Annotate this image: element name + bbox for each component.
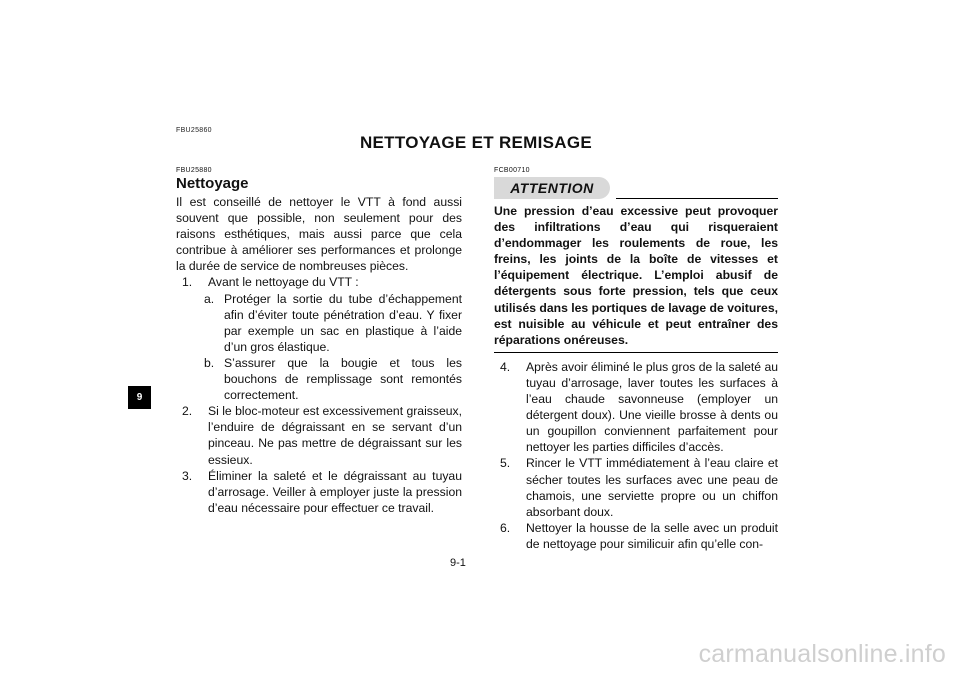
section-code: FBU25880 [176, 167, 212, 174]
list-number: 2. [182, 404, 193, 419]
list-item [176, 468, 462, 516]
list-number: 6. [500, 520, 511, 535]
watermark-text: carmanualsonline.info [698, 640, 946, 668]
page-title: NETTOYAGE ET REMISAGE [359, 133, 593, 152]
attention-text: Une pression d’eau excessive peut provoquer des infiltrations d’eau qui risqueraient d’endommager les roulements de roue, les freins, les joints de la boîte de vitesses et l’équipement électrique. L’emploi abusif de détergents sous forte pression, tels que ceux utilisés dans les portiques de lavage de voitures, est nuisible au véhicule et peut entraîner des réparations onéreuses. [494, 201, 778, 353]
list-number: 4. [500, 359, 511, 374]
sub-list-letter: a. [204, 291, 215, 306]
page-code: FBU25860 [176, 127, 212, 134]
list-number: 5. [500, 456, 511, 471]
page-number: 9-1 [450, 557, 466, 569]
left-column [176, 166, 462, 516]
list-item [494, 520, 778, 552]
list-text: Éliminer la saleté et le dégraissant au tuyau d’arrosage. Veiller à employer juste la pression d’eau nécessaire pour effectuer ce travail. [208, 468, 462, 515]
list-text: Si le bloc-moteur est excessivement graisseux, l’enduire de dégraissant en se servant d’un pinceau. Ne pas mettre de dégraissant sur les essieux. [208, 404, 463, 467]
list-item [494, 359, 778, 456]
sub-list-text: Protéger la sortie du tube d’échappement afin d’éviter toute pénétration d’eau. Y fixer par exemple un sac en plastique à l’aide d’un gros élastique. [224, 291, 462, 354]
attention-code: FCB00710 [494, 167, 530, 174]
list-text: Après avoir éliminé le plus gros de la saleté au tuyau d’arrosage, laver toutes les surfaces à l’eau chaude savonneuse (employer un détergent doux). Une vieille brosse à dents ou un goupillon conviennent parfaitement pour nettoyer les parties difficiles d’accès. [526, 359, 779, 455]
list-number: 1. [182, 275, 193, 290]
list-text: Nettoyer la housse de la selle avec un produit de nettoyage pour similicuir afin qu’elle con- [526, 520, 778, 551]
chapter-tab: 9 [128, 386, 151, 409]
sub-list-text: S’assurer que la bougie et tous les bouchons de remplissage sont remontés correctement. [224, 355, 462, 403]
section-heading: Nettoyage [176, 175, 249, 192]
sub-list-item [176, 355, 462, 403]
attention-rule [616, 198, 778, 199]
list-number: 3. [182, 468, 193, 483]
list-text: Rincer le VTT immédiatement à l’eau claire et sécher toutes les surfaces avec une peau de chamois, une serviette propre ou un chiffon absorbant doux. [526, 456, 778, 519]
attention-label: ATTENTION [494, 177, 610, 199]
attention-header [494, 177, 778, 201]
list-text: Avant le nettoyage du VTT : [208, 275, 359, 290]
list-item [176, 274, 462, 290]
intro-paragraph: Il est conseillé de nettoyer le VTT à fond aussi souvent que possible, non seulement pour des raisons esthétiques, mais aussi parce que cela contribue à améliorer ses performances et prolonge la durée de service de nombreuses pièces. [176, 195, 462, 274]
list-item [176, 403, 462, 467]
sub-list-item [176, 291, 462, 355]
list-item [494, 455, 778, 519]
sub-list-letter: b. [204, 355, 215, 370]
right-column [494, 166, 778, 552]
